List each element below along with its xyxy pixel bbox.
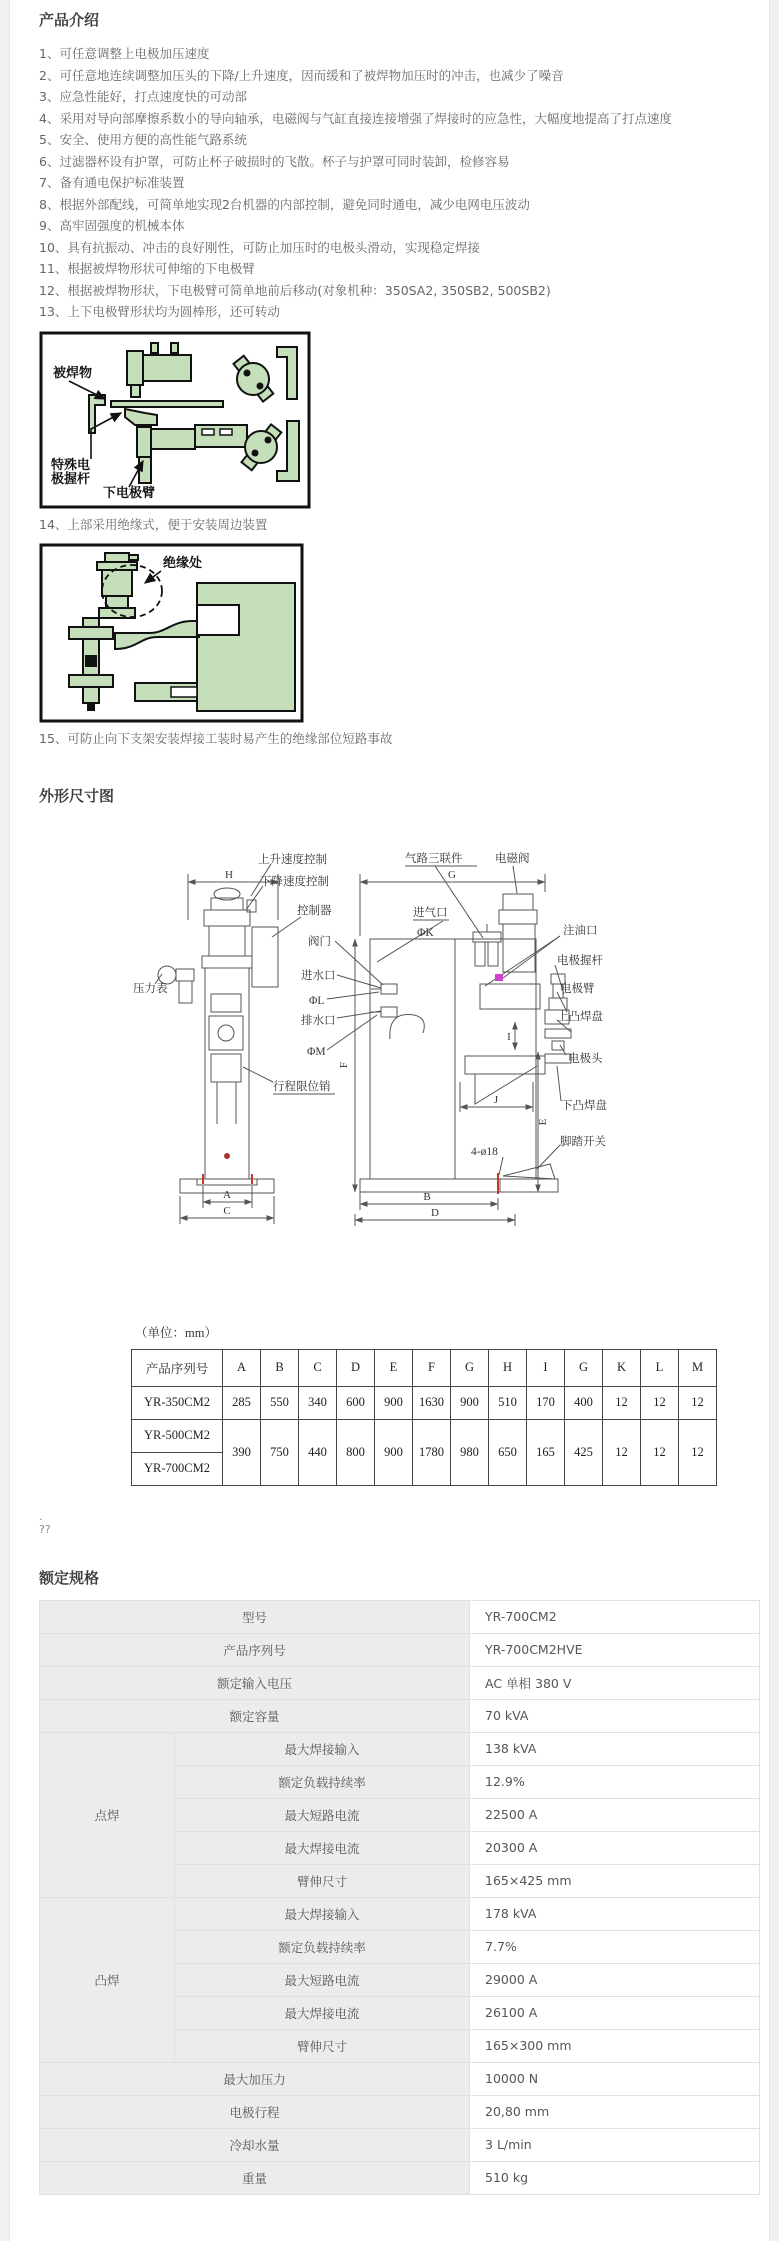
- spec-value: 20,80 mm: [470, 2095, 760, 2128]
- intro-item-13: 13、上下电极臂形状均为圆棒形，还可转动: [39, 304, 280, 319]
- dim-value-cell: 510: [489, 1386, 527, 1419]
- dim-header-cell: G: [451, 1349, 489, 1386]
- intro-heading: 产品介绍: [39, 11, 100, 29]
- special-holder-label-line1: 特殊电: [51, 457, 91, 473]
- dim-value-cell: 390: [223, 1419, 261, 1485]
- dim-value-cell: 165: [527, 1419, 565, 1485]
- intro-item-2: 2、可任意地连续调整加压头的下降/上升速度，因而缓和了被焊物加压时的冲击，也减少了噪音: [39, 67, 564, 83]
- spec-label: 最大焊接电流: [175, 1996, 470, 2029]
- feature-figure-insulation: [39, 543, 304, 723]
- outline-dimension-drawing: [105, 824, 725, 1269]
- product-page: [9, 0, 770, 2241]
- dim-value-cell: 900: [375, 1386, 413, 1419]
- outline-red-marks: [203, 1173, 498, 1194]
- spec-label: 额定负载持续率: [175, 1765, 470, 1798]
- dim-header-cell: 产品序列号: [132, 1349, 223, 1386]
- water-inlet-label: 进水口: [301, 969, 336, 982]
- rise-speed-label: 上升速度控制: [258, 853, 327, 866]
- spec-label: 臂伸尺寸: [175, 1864, 470, 1897]
- fall-speed-label: 下降速度控制: [260, 875, 329, 888]
- feature-figure-electrode-arms: [39, 331, 311, 509]
- spec-label: 重量: [40, 2161, 470, 2194]
- dim-value-cell: 750: [261, 1419, 299, 1485]
- dim-value-cell: 600: [337, 1386, 375, 1419]
- intro-item-15: 15、可防止向下支架安装焊接工装时易产生的绝缘部位短路事故: [39, 731, 393, 746]
- spec-label: 最大焊接输入: [175, 1732, 470, 1765]
- dim-value-cell: 285: [223, 1386, 261, 1419]
- spec-label: 最大短路电流: [175, 1798, 470, 1831]
- foot-switch-label: 脚踏开关: [560, 1135, 606, 1148]
- intro-item-10: 10、具有抗振动、冲击的良好刚性，可防止加压时的电极头滑动，实现稳定焊接: [39, 239, 480, 255]
- spec-value: 165×425 mm: [470, 1864, 760, 1897]
- outline-center-mark: [224, 1153, 230, 1159]
- phi-m-label: ΦM: [307, 1045, 326, 1058]
- dim-header-cell: B: [261, 1349, 299, 1386]
- oil-port-label: 注油口: [563, 924, 598, 937]
- dim-d: D: [431, 1206, 439, 1219]
- dim-value-cell: 900: [451, 1386, 489, 1419]
- spec-row: [40, 2128, 760, 2161]
- spec-label: 额定容量: [40, 1699, 470, 1732]
- stroke-pin-label: 行程限位销: [273, 1080, 331, 1093]
- dim-j: J: [493, 1093, 499, 1106]
- dim-value-cell: 12: [641, 1419, 679, 1485]
- spec-row: [40, 2062, 760, 2095]
- dim-c: C: [223, 1204, 231, 1217]
- upper-plate-label: 上凸焊盘: [557, 1010, 603, 1023]
- phi-l-label: ΦL: [309, 994, 325, 1007]
- dim-value-cell: 12: [603, 1419, 641, 1485]
- spec-value: 12.9%: [470, 1765, 760, 1798]
- spec-label: 最大短路电流: [175, 1963, 470, 1996]
- note-dot: .: [39, 1509, 43, 1523]
- intro-item-9: 9、高牢固强度的机械本体: [39, 218, 185, 233]
- spec-row: [40, 2161, 760, 2194]
- dim-b: B: [423, 1190, 431, 1203]
- intro-item-11: 11、根据被焊物形状可伸缩的下电极臂: [39, 261, 255, 276]
- dim-header-cell: D: [337, 1349, 375, 1386]
- outline-left-view: [155, 864, 301, 1193]
- dim-header-cell: H: [489, 1349, 527, 1386]
- dim-header-cell: E: [375, 1349, 413, 1386]
- pressure-gauge-label: 压力表: [133, 982, 168, 995]
- outline-oil-mark: [495, 974, 503, 981]
- spec-value: 178 kVA: [470, 1897, 760, 1930]
- dim-header-cell: C: [299, 1349, 337, 1386]
- dim-value-cell: 425: [565, 1419, 603, 1485]
- spec-label: 产品序列号: [40, 1633, 470, 1666]
- holes-label: 4-ø18: [471, 1145, 498, 1158]
- dim-h: H: [225, 868, 233, 881]
- dim-a: A: [223, 1188, 231, 1201]
- dim-header-cell: A: [223, 1349, 261, 1386]
- dim-header-cell: I: [527, 1349, 565, 1386]
- spec-value: AC 单相 380 V: [470, 1666, 760, 1699]
- dim-value-cell: 650: [489, 1419, 527, 1485]
- dim-value-cell: 550: [261, 1386, 299, 1419]
- intro-item-8: 8、根据外部配线，可简单地实现2台机器的内部控制，避免同时通电，减少电网电压波动: [39, 196, 530, 212]
- dim-value-cell: 170: [527, 1386, 565, 1419]
- air-unit-label: 气路三联件: [405, 852, 463, 865]
- air-inlet-label: 进气口: [413, 906, 448, 919]
- note-marks: ??: [39, 1522, 51, 1536]
- specs-heading: 额定规格: [39, 1568, 100, 1587]
- spec-label: 冷却水量: [40, 2128, 470, 2161]
- electrode-arm-label: 电极臂: [560, 982, 595, 995]
- dim-value-cell: 440: [299, 1419, 337, 1485]
- dimension-table: [131, 1349, 717, 1486]
- spec-value: YR-700CM2: [470, 1600, 760, 1633]
- dim-g: G: [448, 868, 456, 881]
- unit-note: （单位：mm）: [135, 1325, 217, 1340]
- controller-label: 控制器: [297, 904, 332, 917]
- intro-list: [39, 43, 749, 323]
- spec-value: 20300 A: [470, 1831, 760, 1864]
- dim-value-cell: 800: [337, 1419, 375, 1485]
- dim-value-cell: 900: [375, 1419, 413, 1485]
- dim-f: F: [338, 1061, 350, 1068]
- spec-label: 最大焊接输入: [175, 1897, 470, 1930]
- dim-value-cell: 12: [641, 1386, 679, 1419]
- outline-drawing-wrap: [105, 824, 749, 1273]
- intro-item-12: 12、根据被焊物形状，下电极臂可简单地前后移动(对象机种：350SA2, 350SB2, 500SB2): [39, 282, 551, 298]
- spec-row: [40, 1699, 760, 1732]
- spec-value: 70 kVA: [470, 1699, 760, 1732]
- spec-value: 510 kg: [470, 2161, 760, 2194]
- spec-row: [40, 2095, 760, 2128]
- dim-value-cell: 980: [451, 1419, 489, 1485]
- specs-table: [39, 1600, 760, 2195]
- intro-item-1: 1、可任意调整上电极加压速度: [39, 46, 210, 61]
- dim-header-cell: F: [413, 1349, 451, 1386]
- spec-group-label-spot: 点焊: [40, 1732, 175, 1897]
- dim-value-cell: 12: [679, 1419, 717, 1485]
- spec-label: 电极行程: [40, 2095, 470, 2128]
- spec-value: 7.7%: [470, 1930, 760, 1963]
- dim-value-cell: 1780: [413, 1419, 451, 1485]
- intro-item-4: 4、采用对导向部摩擦系数小的导向轴承，电磁阀与气缸直接连接增强了焊接时的应急性，大幅度地提高了打点速度: [39, 110, 672, 126]
- spec-value: 26100 A: [470, 1996, 760, 2029]
- intro-item-5: 5、安全、使用方便的高性能气路系统: [39, 132, 247, 147]
- dim-model-cell: YR-350CM2: [132, 1386, 223, 1419]
- dim-header-cell: L: [641, 1349, 679, 1386]
- spec-row: [40, 1666, 760, 1699]
- lower-arm-label: 下电极臂: [103, 485, 156, 501]
- phi-k-label: ΦK: [417, 926, 434, 939]
- intro-item-6: 6、过滤器杯设有护罩，可防止杯子破损时的飞散。杯子与护罩可同时装卸，检修容易: [39, 153, 510, 169]
- dim-header-cell: K: [603, 1349, 641, 1386]
- spec-value: 22500 A: [470, 1798, 760, 1831]
- special-holder-label-line2: 极握杆: [51, 471, 91, 487]
- dim-model-cell: YR-500CM2: [132, 1419, 223, 1452]
- spec-value: 165×300 mm: [470, 2029, 760, 2062]
- insulation-label: 绝缘处: [163, 556, 203, 571]
- spec-value: YR-700CM2HVE: [470, 1633, 760, 1666]
- spec-row: [40, 1600, 760, 1633]
- spec-group-label-projection: 凸焊: [40, 1897, 175, 2062]
- spec-label: 型号: [40, 1600, 470, 1633]
- lower-plate-label: 下凸焊盘: [561, 1099, 607, 1112]
- intro-item-7: 7、备有通电保护标准装置: [39, 175, 185, 190]
- intro-item-3: 3、应急性能好，打点速度快的可动部: [39, 89, 247, 104]
- dim-value-cell: 400: [565, 1386, 603, 1419]
- spec-value: 29000 A: [470, 1963, 760, 1996]
- valve-label: 阀门: [308, 935, 331, 948]
- water-outlet-label: 排水口: [301, 1014, 336, 1027]
- electrode-holder-label: 电极握杆: [557, 954, 603, 967]
- dim-i: I: [507, 1030, 511, 1043]
- intro-item-14: 14、上部采用绝缘式，便于安装周边装置: [39, 516, 268, 532]
- solenoid-label: 电磁阀: [495, 852, 530, 865]
- dim-value-cell: 340: [299, 1386, 337, 1419]
- dim-model-cell: YR-700CM2: [132, 1452, 223, 1485]
- dimension-table-header-row: [132, 1349, 717, 1386]
- dim-e: E: [537, 1118, 549, 1125]
- dimension-table-row-350: [132, 1386, 717, 1419]
- spec-label: 臂伸尺寸: [175, 2029, 470, 2062]
- dimension-table-row-500: [132, 1419, 717, 1452]
- spec-value: 3 L/min: [470, 2128, 760, 2161]
- outline-heading: 外形尺寸图: [39, 786, 115, 805]
- spec-label: 额定输入电压: [40, 1666, 470, 1699]
- workpiece-label: 被焊物: [53, 365, 93, 381]
- spec-row: [40, 1732, 760, 1765]
- dim-value-cell: 1630: [413, 1386, 451, 1419]
- dim-header-cell: G: [565, 1349, 603, 1386]
- spec-label: 最大焊接电流: [175, 1831, 470, 1864]
- electrode-tip-label: 电极头: [568, 1052, 603, 1065]
- dim-header-cell: M: [679, 1349, 717, 1386]
- spec-label: 最大加压力: [40, 2062, 470, 2095]
- dim-value-cell: 12: [679, 1386, 717, 1419]
- dim-value-cell: 12: [603, 1386, 641, 1419]
- spec-row: [40, 1633, 760, 1666]
- spec-value: 10000 N: [470, 2062, 760, 2095]
- spec-value: 138 kVA: [470, 1732, 760, 1765]
- spec-label: 额定负载持续率: [175, 1930, 470, 1963]
- spec-row: [40, 1897, 760, 1930]
